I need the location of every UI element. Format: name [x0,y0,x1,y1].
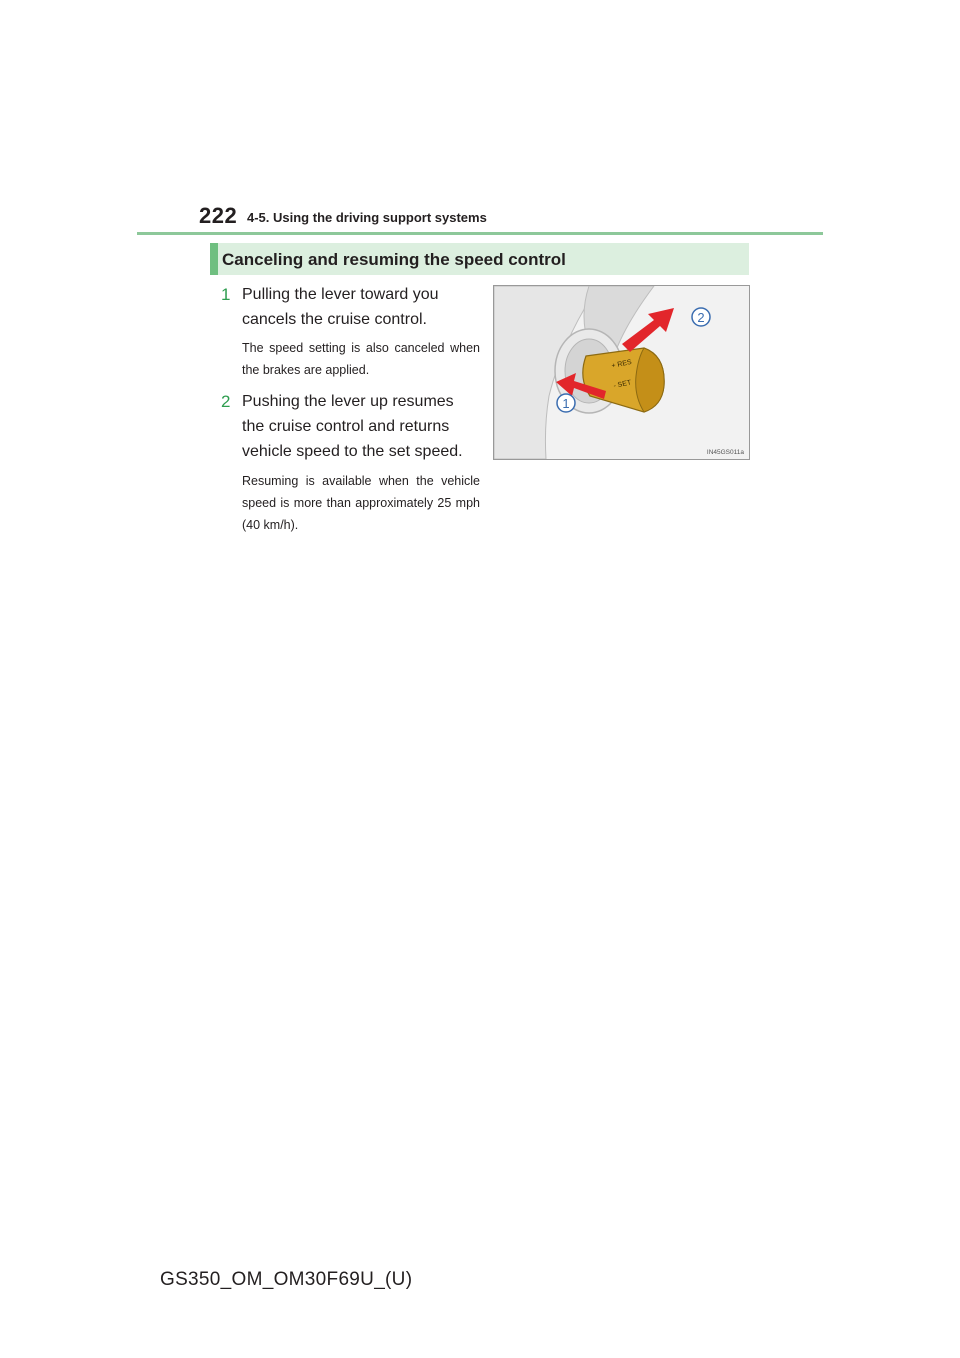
lever-label-set: - SET [612,379,632,390]
lever-tip [636,348,665,412]
cruise-lever-drawing [494,286,749,459]
header-rule [137,232,823,235]
lever-label-res: + RES [610,358,633,370]
section-heading: Canceling and resuming the speed control [222,250,566,269]
step-1-number: 1 [221,285,231,304]
step-1-note: The speed setting is also canceled when the brakes are applied. [242,341,480,377]
step-2-number: 2 [221,392,231,411]
page-number: 222 [199,203,238,228]
callout-2-label: 2 [697,310,705,325]
cruise-lever-illustration [493,285,750,460]
callout-1-label: 1 [562,396,570,411]
section-title: 4-5. Using the driving support systems [247,210,487,225]
step-2-text: Pushing the lever up resumes the cruise control and returns vehicle speed to the set speed. [242,393,463,460]
figure-code: IN45GS011a [706,449,744,456]
step-2-note: Resuming is available when the vehicle speed is more than approximately 25 mph (40 km/h). [242,474,480,532]
step-1-text: Pulling the lever toward you cancels the cruise control. [242,286,439,328]
document-code: GS350_OM_OM30F69U_(U) [160,1269,413,1290]
